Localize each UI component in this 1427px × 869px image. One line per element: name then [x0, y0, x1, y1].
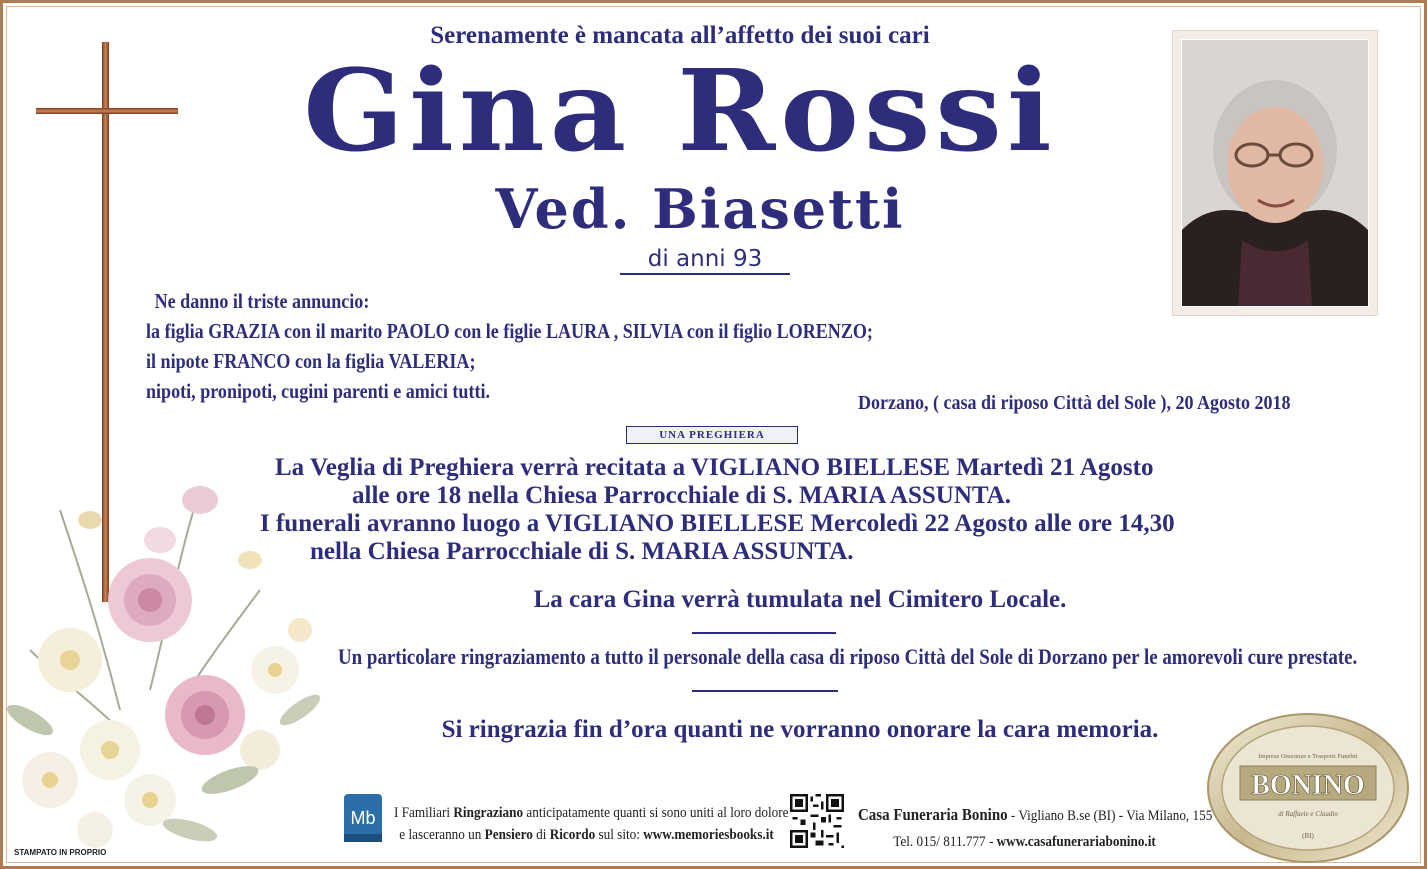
family-line: nipoti, pronipoti, cugini parenti e amici tutti. — [146, 379, 491, 403]
memoriesbooks-logo — [342, 792, 384, 844]
memoriesbooks-link[interactable]: www.memoriesbooks.it — [643, 827, 774, 843]
ceremony-line: nella Chiesa Parrocchiale di S. MARIA ASSUNTA. — [310, 538, 854, 565]
qr-code[interactable] — [790, 794, 844, 848]
divider-bottom — [692, 690, 838, 692]
seal-top-text: Imprese Onoranze e Trasporti Funebri — [1258, 753, 1358, 760]
seal-province: (BI) — [1302, 832, 1314, 840]
printed-stamp: STAMPATO IN PROPRIO — [14, 848, 107, 857]
family-announcement — [146, 286, 873, 406]
thanks-line: Un particolare ringraziamento a tutto il personale della casa di riposo Città del Sole di Dorzano per le amorevoli cure prestate. — [338, 644, 1358, 669]
memoriesbooks-text: I Familiari Ringraziano anticipatamente quanti si sono uniti al loro dolore e lasceranno un Pensiero di Ricordo sul sito: www.memoriesbooks.it — [394, 805, 789, 843]
family-line: Ne danno il triste annuncio: — [154, 289, 370, 313]
funeral-home-name: Casa Funeraria Bonino — [858, 805, 1008, 824]
age-line: di anni 93 — [620, 246, 790, 275]
closing-line: Si ringrazia fin d’ora quanti ne vorranno onorare la cara memoria. — [441, 716, 1159, 743]
portrait-image — [1182, 40, 1368, 306]
burial-line: La cara Gina verrà tumulata nel Cimitero Locale. — [533, 586, 1067, 613]
intro-line: Serenamente è mancata all’affetto dei suoi cari — [430, 22, 930, 49]
seal-sub-text: di Raffaele e Claudio — [1278, 810, 1338, 818]
family-line: la figlia GRAZIA con il marito PAOLO con le figlie LAURA , SILVIA con il figlio LORENZO; — [146, 319, 873, 343]
divider-top — [692, 632, 836, 634]
portrait-photo — [1172, 30, 1378, 316]
bonino-seal-logo — [1206, 712, 1410, 864]
funeral-home-website-link[interactable]: www.casafunerariabonino.it — [996, 834, 1156, 850]
place-date: Dorzano, ( casa di riposo Città del Sole ), 20 Agosto 2018 — [858, 392, 1291, 414]
family-line: il nipote FRANCO con la figlia VALERIA; — [146, 349, 476, 373]
ceremony-line: I funerali avranno luogo a VIGLIANO BIELLESE Mercoledì 22 Agosto alle ore 14,30 — [260, 510, 1175, 537]
ceremony-line: alle ore 18 nella Chiesa Parrocchiale di S. MARIA ASSUNTA. — [352, 482, 1012, 509]
cross-horizontal-bar — [36, 108, 178, 114]
ceremony-details — [250, 454, 1320, 566]
widow-of-line: Ved. Biasetti — [495, 177, 905, 241]
ceremony-line: La Veglia di Preghiera verrà recitata a VIGLIANO BIELLESE Martedì 21 Agosto — [275, 454, 1154, 481]
prayer-label: UNA PREGHIERA — [626, 426, 798, 444]
funeral-home-info: Casa Funeraria Bonino - Vigliano B.se (BI) - Via Milano, 155 Tel. 015/ 811.777 - www.casafunerariabonino.it — [858, 805, 1213, 850]
seal-name: BONINO — [1251, 770, 1365, 801]
mb-logo-text: Mb — [350, 808, 376, 828]
deceased-name: Gina Rossi — [303, 44, 1057, 177]
